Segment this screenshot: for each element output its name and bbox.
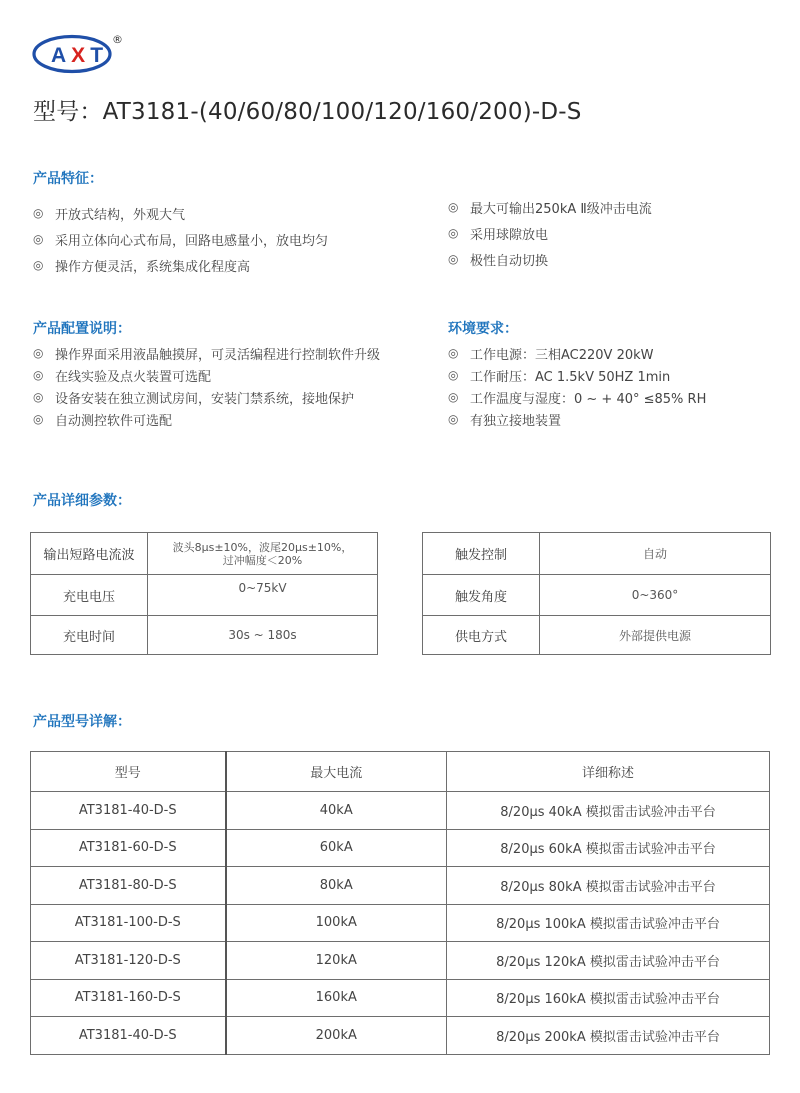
- param-label: 触发角度: [423, 575, 540, 616]
- table-row: [31, 616, 378, 655]
- bullet-icon: ◎: [33, 206, 44, 220]
- table-row: AT3181-100-D-S 100kA 8/20μs 100kA 模拟雷击试验冲击平台: [31, 904, 770, 942]
- param-value: 0~360°: [540, 575, 771, 616]
- env-list: [448, 342, 706, 430]
- params-table-right: [422, 532, 771, 655]
- features-list-right: [448, 194, 652, 272]
- table-row: [31, 533, 378, 575]
- param-label: 充电时间: [31, 616, 148, 655]
- models-table: [30, 751, 770, 1055]
- params-heading: 产品详细参数：: [33, 493, 131, 509]
- bullet-icon: ◎: [33, 390, 44, 404]
- list-item: ◎ 极性自动切换: [448, 252, 549, 269]
- logo-letter-a: A X T: [51, 44, 104, 67]
- bullet-icon: ◎: [448, 412, 459, 426]
- bullet-icon: ◎: [33, 346, 44, 360]
- config-heading: 产品配置说明：: [33, 321, 131, 337]
- table-row: [423, 533, 771, 575]
- list-item: ◎ 自动测控软件可选配: [33, 412, 173, 429]
- list-item: ◎ 工作温度与湿度：0 ~ + 40° ≤85% RH: [448, 390, 707, 407]
- table-row: [31, 575, 378, 616]
- bullet-icon: ◎: [448, 200, 459, 214]
- list-item: ◎ 工作耐压：AC 1.5kV 50HZ 1min: [448, 368, 671, 385]
- column-header: 最大电流: [226, 752, 447, 792]
- param-value: 0~75kV: [148, 575, 378, 616]
- column-header: 详细称述: [447, 752, 770, 792]
- bullet-icon: ◎: [33, 232, 44, 246]
- param-label: 触发控制: [423, 533, 540, 575]
- bullet-icon: ◎: [33, 368, 44, 382]
- features-list-left: [33, 200, 328, 278]
- list-item: ◎ 在线实验及点火装置可选配: [33, 368, 212, 385]
- param-value: 波头8μs±10%，波尾20μs±10%， 过冲幅度＜20%: [148, 533, 378, 575]
- table-row: AT3181-80-D-S 80kA 8/20μs 80kA 模拟雷击试验冲击平台: [31, 867, 770, 905]
- list-item: ◎ 采用球隙放电: [448, 226, 549, 243]
- list-item: ◎ 有独立接地装置: [448, 412, 562, 429]
- column-header: 型号: [31, 752, 226, 792]
- bullet-icon: ◎: [448, 226, 459, 240]
- bullet-icon: ◎: [33, 412, 44, 426]
- param-label: 供电方式: [423, 616, 540, 655]
- param-value: 30s ~ 180s: [148, 616, 378, 655]
- bullet-icon: ◎: [448, 368, 459, 382]
- table-row: AT3181-160-D-S 160kA 8/20μs 160kA 模拟雷击试验冲击平台: [31, 979, 770, 1017]
- params-table-left: [30, 532, 378, 655]
- features-heading: 产品特征：: [33, 171, 103, 187]
- list-item: ◎ 工作电源：三相AC220V 20kW: [448, 346, 654, 363]
- table-row: AT3181-40-D-S 40kA 8/20μs 40kA 模拟雷击试验冲击平台: [31, 792, 770, 830]
- table-row: [423, 616, 771, 655]
- list-item: ◎ 操作界面采用液晶触摸屏，可灵活编程进行控制软件升级: [33, 346, 381, 363]
- table-row: AT3181-60-D-S 60kA 8/20μs 60kA 模拟雷击试验冲击平台: [31, 829, 770, 867]
- bullet-icon: ◎: [448, 390, 459, 404]
- page-title: 型号：AT3181-(40/60/80/100/120/160/200)-D-S: [33, 99, 582, 125]
- registered-mark: ®: [112, 33, 123, 46]
- bullet-icon: ◎: [448, 252, 459, 266]
- table-row: [423, 575, 771, 616]
- table-row: AT3181-120-D-S 120kA 8/20μs 120kA 模拟雷击试验冲击平台: [31, 942, 770, 980]
- bullet-icon: ◎: [448, 346, 459, 360]
- config-list: [33, 342, 380, 430]
- param-value: 自动: [540, 533, 771, 575]
- env-heading: 环境要求：: [448, 321, 518, 337]
- param-value: 外部提供电源: [540, 616, 771, 655]
- list-item: ◎ 设备安装在独立测试房间，安装门禁系统，接地保护: [33, 390, 355, 407]
- table-row: AT3181-40-D-S 200kA 8/20μs 200kA 模拟雷击试验冲击平台: [31, 1017, 770, 1055]
- list-item: ◎ 最大可输出250kA Ⅱ级冲击电流: [448, 200, 652, 217]
- param-label: 充电电压: [31, 575, 148, 616]
- list-item: ◎ 操作方便灵活，系统集成化程度高: [33, 258, 251, 275]
- list-item: ◎ 采用立体向心式布局，回路电感量小，放电均匀: [33, 232, 329, 249]
- table-header-row: [31, 752, 770, 792]
- models-heading: 产品型号详解：: [33, 714, 131, 730]
- bullet-icon: ◎: [33, 258, 44, 272]
- list-item: ◎ 开放式结构，外观大气: [33, 206, 186, 223]
- param-label: 输出短路电流波: [31, 533, 148, 575]
